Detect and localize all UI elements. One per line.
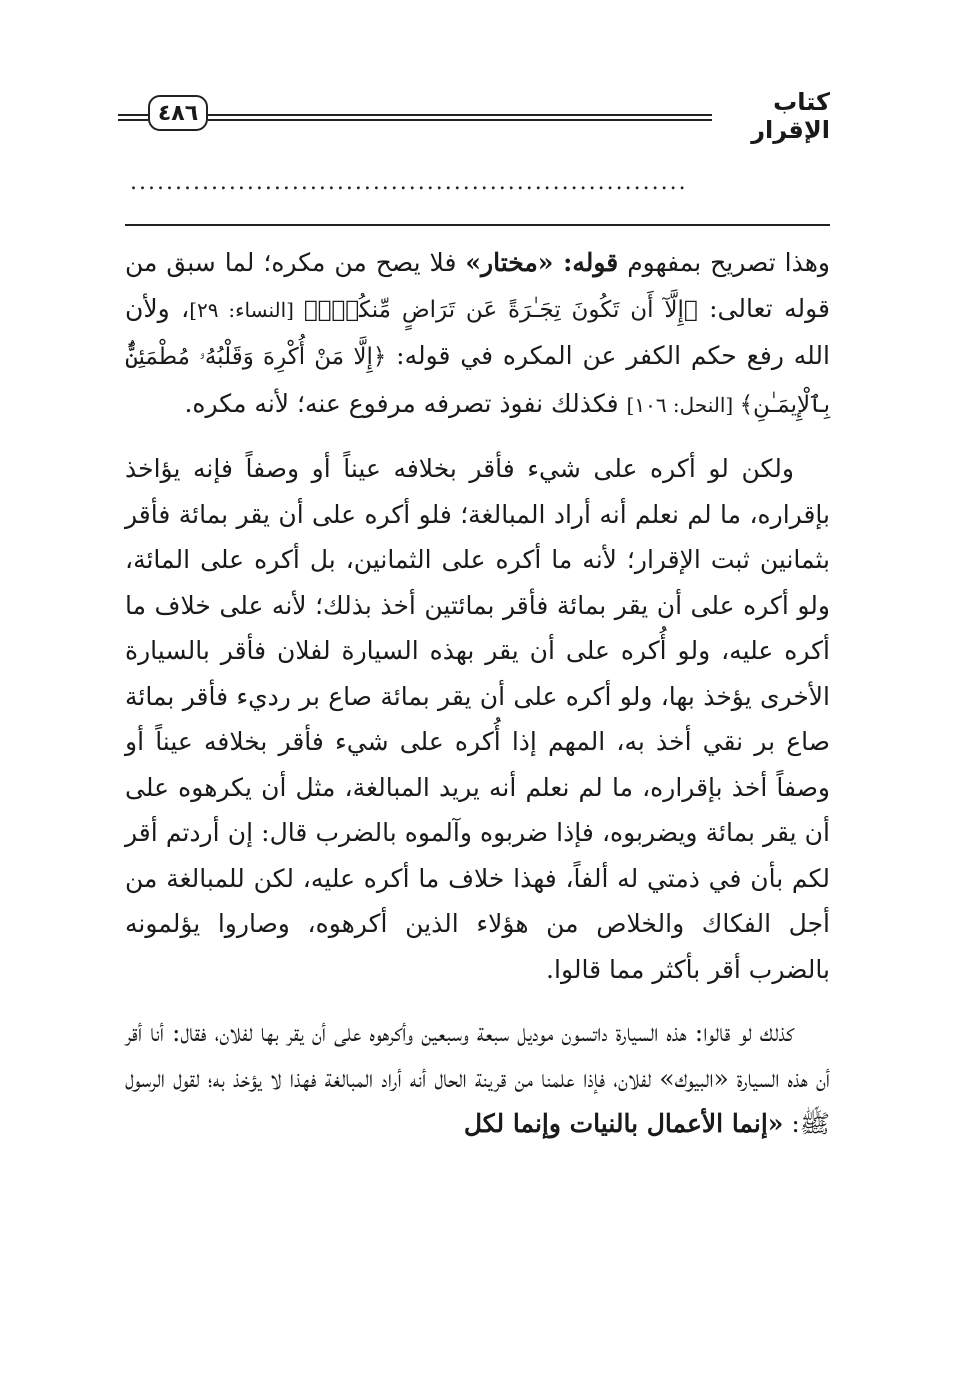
- text-segment-quran: ﴿إِلَّآ أَن تَكُونَ تِجَـٰرَةً عَن تَرَاضٍ مِّنكُمْۚ﴾: [303, 296, 698, 323]
- text-segment-normal: ولكن لو أكره على شيء فأقر بخلافه عيناً أو وصفاً فإنه يؤاخذ بإقراره، ما لم نعلم أنه أراد المبالغة؛ فلو أكره على أن يقر بمائة فأقر بثمانين ثبت الإقرار؛ لأنه ما أكره على الثمانين، بل أكره على المائة، ولو أكره على أن يقر بمائة فأقر بمائتين أخذ بذلك؛ لأنه على خلاف ما أكره عليه، ولو أُكره على أن يقر بهذه السيارة لفلان فأقر بالسيارة الأخرى يؤخذ بها، ولو أكره على أن يقر بمائة صاع بر رديء فأقر بمائة صاع بر نقي أخذ به، المهم إذا أُكره على شيء فأقر بخلافه عيناً أو وصفاً أخذ بإقراره، ما لم نعلم أنه يريد المبالغة، مثل أن يكرهوه على أن يقر بمائة ويضربوه، فإذا ضربوه وآلموه بالضرب قال: إن أردتم أقر لكم بأن في ذمتي له ألفاً، فهذا خلاف ما أكره عليه، لكن للمبالغة من أجل الفكاك والخلاص من هؤلاء الذين أكرهوه، وصاروا يؤلمونه بالضرب أقر بأكثر مما قالوا.: [125, 454, 830, 984]
- text-segment-bold: «إنما الأعمال بالنيات وإنما لكل: [463, 1109, 784, 1138]
- paragraph-2: [125, 446, 830, 992]
- paragraph-1: [125, 240, 830, 428]
- header-rule-middle: [208, 114, 712, 124]
- text-segment-bold: قوله: «مختار»: [465, 248, 619, 277]
- text-segment-normal: وهذا تصريح بمفهوم: [618, 248, 830, 277]
- text-segment-normal: كذلك لو قالوا: هذه السيارة داتسون موديل سبعة وسبعين وأكرهوه على أن يقر بها لفلان، فقال: أنا أقر أن هذه السيارة «البيوك» لفلان، فإذا علمنا من قرينة الحال أنه أراد المبالغة فهذا لا يؤخذ به؛ لقول الرسول ﷺ:: [125, 1018, 830, 1138]
- page-body: [125, 240, 830, 1165]
- page-header: [118, 80, 830, 144]
- paragraph-3: [125, 1010, 830, 1147]
- text-segment-normal: فلا يصح من مكره؛ لما سبق من قوله تعالى:: [125, 248, 830, 323]
- header-rule-left: [118, 114, 148, 124]
- text-segment-quran: ﴿إِلَّا مَنْ أُكْرِهَ وَقَلْبُهُۥ مُطْمَئِنٌّۢ بِٱلْإِيمَـٰنِ﴾: [125, 344, 830, 418]
- text-segment-ref: [النحل: ١٠٦]: [626, 392, 740, 417]
- text-segment-ref: [النساء: ٢٩]: [189, 297, 304, 322]
- book-title: كتاب الإقرار: [751, 88, 830, 144]
- horizontal-rule: [125, 224, 830, 226]
- page-number: ٤٨٦: [148, 95, 208, 131]
- dotted-separator: ..............................................................: [130, 170, 688, 195]
- text-segment-normal: ، ولأن الله رفع حكم الكفر عن المكره في قوله:: [125, 293, 830, 370]
- text-segment-normal: فكذلك نفوذ تصرفه مرفوع عنه؛ لأنه مكره.: [184, 388, 627, 418]
